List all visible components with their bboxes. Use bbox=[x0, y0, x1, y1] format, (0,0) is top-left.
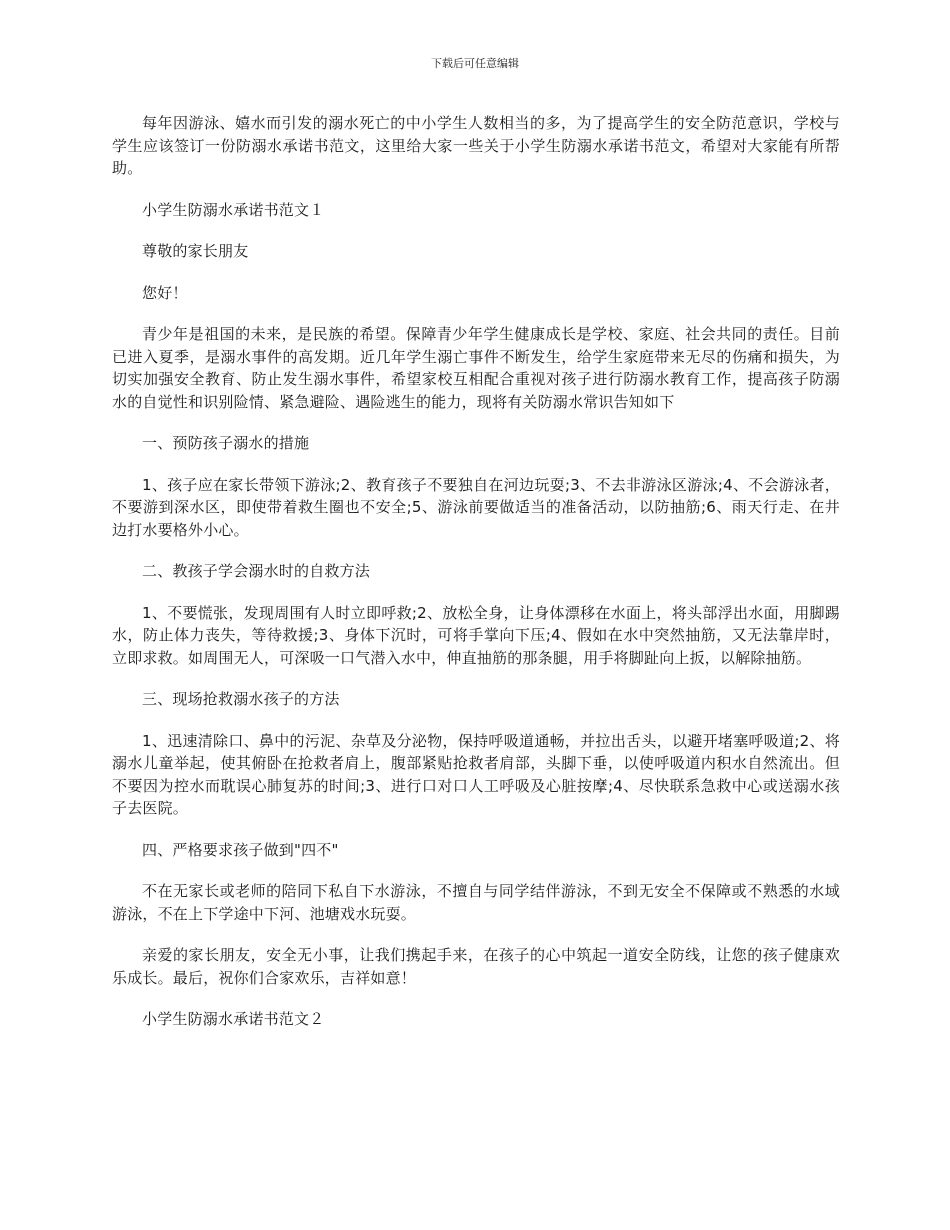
document-body bbox=[112, 112, 840, 1031]
self-rescue-paragraph: 1、不要慌张，发现周围有人时立即呼救;2、放松全身，让身体漂移在水面上，将头部浮出水面，用脚踢水，防止体力丧失，等待救援;3、身体下沉时，可将手掌向下压;4、假如在水中突然抽筋，又无法靠岸时，立即求救。如周围无人，可深吸一口气潜入水中，伸直抽筋的那条腿，用手将脚趾向上扳，以解除抽筋。 bbox=[112, 603, 840, 667]
intro-paragraph: 每年因游泳、嬉水而引发的溺水死亡的中小学生人数相当的多，为了提高学生的安全防范意识，学校与学生应该签订一份防溺水承诺书范文，这里给大家一些关于小学生防溺水承诺书范文，希望对大家能有所帮助。 bbox=[112, 114, 840, 177]
four-nots-paragraph: 不在无家长或老师的陪同下私自下水游泳，不擅自与同学结伴游泳，不到无安全不保障或不熟悉的水域游泳，不在上下学途中下河、池塘戏水玩耍。 bbox=[112, 882, 840, 923]
page-header: 下载后可任意编辑 bbox=[431, 57, 519, 70]
on-site-rescue-paragraph: 1、迅速清除口、鼻中的污泥、杂草及分泌物，保持呼吸道通畅，并拉出舌头，以避开堵塞呼吸道;2、将溺水儿童举起，使其俯卧在抢救者肩上，腹部紧贴抢救者肩部，头脚下垂，以使呼吸道内积水自然流出。但不要因为控水而耽误心肺复苏的时间;3、进行口对口人工呼吸及心脏按摩;4、尽快联系急救中心或送溺水孩子去医院。 bbox=[112, 731, 840, 817]
heading-on-site-rescue: 三、现场抢救溺水孩子的方法 bbox=[142, 690, 340, 708]
salutation: 尊敬的家长朋友 bbox=[142, 242, 249, 260]
prevention-paragraph: 1、孩子应在家长带领下游泳;2、教育孩子不要独自在河边玩耍;3、不去非游泳区游泳;4、不会游泳者，不要游到深水区，即使带着救生圈也不安全;5、游泳前要做适当的准备活动，以防抽筋;6、雨天行走、在井边打水要格外小心。 bbox=[112, 475, 840, 539]
section-title-2: 小学生防溺水承诺书范文２ bbox=[142, 1010, 325, 1028]
heading-prevention: 一、预防孩子溺水的措施 bbox=[142, 434, 310, 452]
opening-paragraph: 青少年是祖国的未来，是民族的希望。保障青少年学生健康成长是学校、家庭、社会共同的责任。目前已进入夏季，是溺水事件的高发期。近几年学生溺亡事件不断发生，给学生家庭带来无尽的伤痛和损失，为切实加强安全教育、防止发生溺水事件，希望家校互相配合重视对孩子进行防溺水教育工作，提高孩子防溺水的自觉性和识别险情、紧急避险、遇险逃生的能力，现将有关防溺水常识告知如下 bbox=[112, 325, 840, 411]
section-title-1: 小学生防溺水承诺书范文１ bbox=[142, 200, 325, 219]
closing-paragraph: 亲爱的家长朋友，安全无小事，让我们携起手来，在孩子的心中筑起一道安全防线，让您的孩子健康欢乐成长。最后，祝你们合家欢乐，吉祥如意！ bbox=[112, 946, 840, 987]
heading-four-nots: 四、严格要求孩子做到"四不" bbox=[142, 840, 339, 859]
greeting: 您好！ bbox=[142, 283, 188, 302]
heading-self-rescue: 二、教孩子学会溺水时的自救方法 bbox=[142, 562, 371, 580]
